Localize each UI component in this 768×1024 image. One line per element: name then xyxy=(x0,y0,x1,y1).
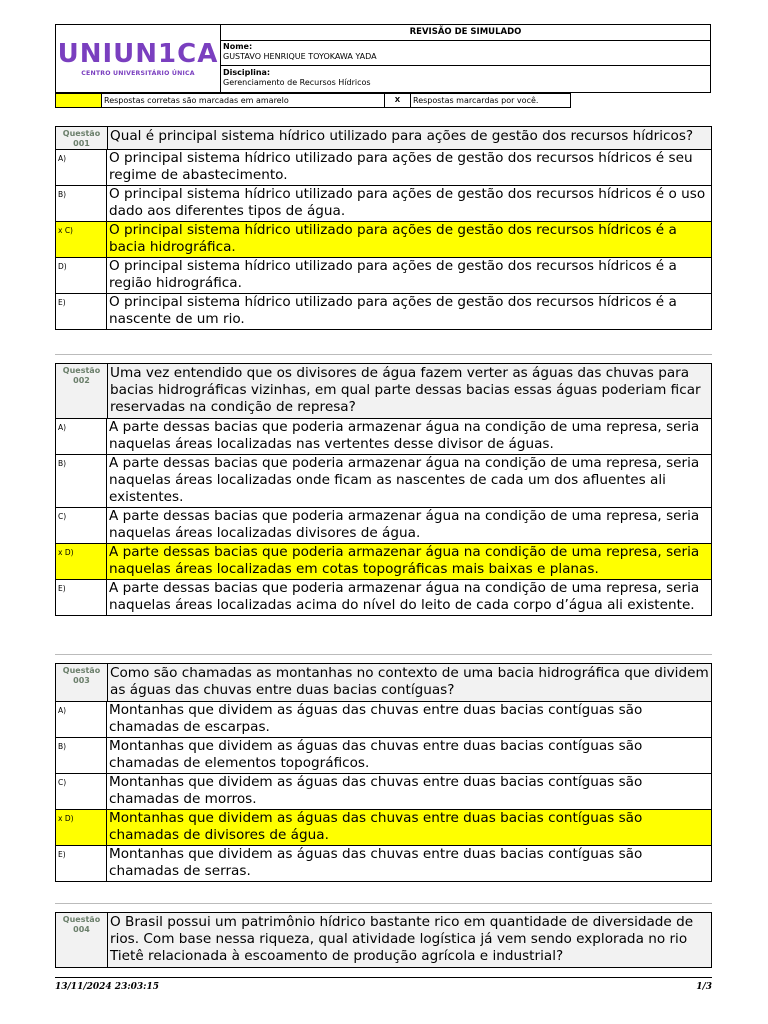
answer-option xyxy=(56,702,711,738)
discipline-label: Disciplina: xyxy=(223,68,271,77)
answer-option xyxy=(56,419,711,455)
question-header xyxy=(56,913,711,967)
option-text: Montanhas que dividem as águas das chuvas entre duas bacias contíguas são chamadas de serras. xyxy=(109,846,643,879)
option-text: Montanhas que dividem as águas das chuvas entre duas bacias contíguas são chamadas de divisores de água. xyxy=(109,810,643,843)
answer-option xyxy=(56,774,711,810)
question-separator xyxy=(55,903,712,904)
option-label: A) xyxy=(56,419,107,454)
question-header xyxy=(56,664,711,702)
question-number xyxy=(56,127,108,149)
legend-correct-swatch xyxy=(55,93,102,108)
logo xyxy=(56,25,221,92)
option-label: D) xyxy=(56,258,107,293)
question-label: Questão xyxy=(62,129,101,138)
option-text: O principal sistema hídrico utilizado para ações de gestão dos recursos hídricos é a bacia hidrográfica. xyxy=(109,222,677,255)
option-label: x C) xyxy=(56,222,107,257)
question-block xyxy=(55,126,712,330)
question-text: Como são chamadas as montanhas no contexto de uma bacia hidrográfica que dividem as águas das chuvas entre duas bacias contíguas? xyxy=(110,665,709,698)
discipline-row xyxy=(221,66,710,92)
question-label: Questão xyxy=(62,366,101,375)
answer-option xyxy=(56,810,711,846)
header-box xyxy=(55,24,711,93)
question-number-value: 001 xyxy=(73,139,90,148)
option-label: E) xyxy=(56,846,107,881)
question-separator xyxy=(55,354,712,355)
option-text: O principal sistema hídrico utilizado para ações de gestão dos recursos hídricos é a região hidrográfica. xyxy=(109,258,677,291)
question-text: O Brasil possui um patrimônio hídrico bastante rico em quantidade de diversidade de rios. Com base nessa riqueza, qual atividade logística já vem sendo explorada no rio Tietê relacionada à escoamento de produção agrícola e industrial? xyxy=(110,914,694,964)
option-text: Montanhas que dividem as águas das chuvas entre duas bacias contíguas são chamadas de elementos topográficos. xyxy=(109,738,643,771)
answer-option xyxy=(56,150,711,186)
question-block xyxy=(55,912,712,968)
answer-option xyxy=(56,846,711,881)
option-text: A parte dessas bacias que poderia armazenar água na condição de uma represa, seria naquelas áreas localizadas onde ficam as nascentes de cada um dos afluentes ali existentes. xyxy=(109,455,700,505)
legend-marked-symbol: X xyxy=(384,93,411,108)
option-text: A parte dessas bacias que poderia armazenar água na condição de uma represa, seria naquelas áreas localizadas nas vertentes desse divisor de águas. xyxy=(109,419,700,452)
question-text: Qual é principal sistema hídrico utilizado para ações de gestão dos recursos hídricos? xyxy=(110,128,694,144)
option-text: A parte dessas bacias que poderia armazenar água na condição de uma represa, seria naquelas áreas localizadas em cotas topográficas mais baixas e planas. xyxy=(109,544,700,577)
answer-option xyxy=(56,186,711,222)
option-text: O principal sistema hídrico utilizado para ações de gestão dos recursos hídricos é o uso dado aos diferentes tipos de água. xyxy=(109,186,706,219)
question-number xyxy=(56,913,108,967)
answer-option xyxy=(56,580,711,615)
option-text: Montanhas que dividem as águas das chuvas entre duas bacias contíguas são chamadas de escarpas. xyxy=(109,702,643,735)
question-number xyxy=(56,364,108,418)
question-number xyxy=(56,664,108,701)
logo-text: UNIUN1CA xyxy=(57,38,219,69)
option-label: E) xyxy=(56,580,107,615)
name-value: GUSTAVO HENRIQUE TOYOKAWA YADA xyxy=(223,52,377,61)
discipline-value: Gerenciamento de Recursos Hídricos xyxy=(223,78,371,87)
question-separator xyxy=(55,654,712,655)
question-number-value: 002 xyxy=(73,376,90,385)
legend-marked-text: Respostas marcardas por você. xyxy=(410,93,571,108)
option-label: B) xyxy=(56,455,107,507)
page-title: REVISÃO DE SIMULADO xyxy=(221,25,710,41)
option-label: x D) xyxy=(56,544,107,579)
option-text: A parte dessas bacias que poderia armazenar água na condição de uma represa, seria naquelas áreas localizadas divisores de água. xyxy=(109,508,700,541)
question-header xyxy=(56,364,711,419)
option-text: O principal sistema hídrico utilizado para ações de gestão dos recursos hídricos é a nascente de um rio. xyxy=(109,294,677,327)
question-number-value: 003 xyxy=(73,676,90,685)
answer-option xyxy=(56,222,711,258)
question-header xyxy=(56,127,711,150)
name-row xyxy=(221,40,710,66)
legend-correct-text: Respostas corretas são marcadas em amarelo xyxy=(101,93,385,108)
question-label: Questão xyxy=(62,915,101,924)
option-label: C) xyxy=(56,508,107,543)
option-text: Montanhas que dividem as águas das chuvas entre duas bacias contíguas são chamadas de morros. xyxy=(109,774,643,807)
answer-option xyxy=(56,294,711,329)
question-label: Questão xyxy=(62,666,101,675)
footer xyxy=(55,977,712,992)
option-label: A) xyxy=(56,150,107,185)
option-label: B) xyxy=(56,738,107,773)
option-label: C) xyxy=(56,774,107,809)
option-label: A) xyxy=(56,702,107,737)
answer-option xyxy=(56,455,711,508)
answer-option xyxy=(56,258,711,294)
option-label: B) xyxy=(56,186,107,221)
footer-page-number: 1/3 xyxy=(696,982,712,992)
name-label: Nome: xyxy=(223,42,253,51)
footer-datetime: 13/11/2024 23:03:15 xyxy=(55,982,160,992)
answer-option xyxy=(56,508,711,544)
option-text: A parte dessas bacias que poderia armazenar água na condição de uma represa, seria naquelas áreas localizadas acima do nível do leito de cada corpo d’água ali existente. xyxy=(109,580,700,613)
question-number-value: 004 xyxy=(73,925,90,934)
question-text: Uma vez entendido que os divisores de água fazem verter as águas das chuvas para bacias hidrográficas vizinhas, em qual parte dessas bacias essas águas poderiam ficar reservadas na condição de represa? xyxy=(110,365,701,415)
option-label: E) xyxy=(56,294,107,329)
question-block xyxy=(55,363,712,616)
answer-option xyxy=(56,738,711,774)
option-label: x D) xyxy=(56,810,107,845)
answer-option xyxy=(56,544,711,580)
option-text: O principal sistema hídrico utilizado para ações de gestão dos recursos hídricos é seu regime de abastecimento. xyxy=(109,150,693,183)
logo-subtitle: CENTRO UNIVERSITÁRIO ÚNICA xyxy=(81,69,195,77)
question-block xyxy=(55,663,712,882)
